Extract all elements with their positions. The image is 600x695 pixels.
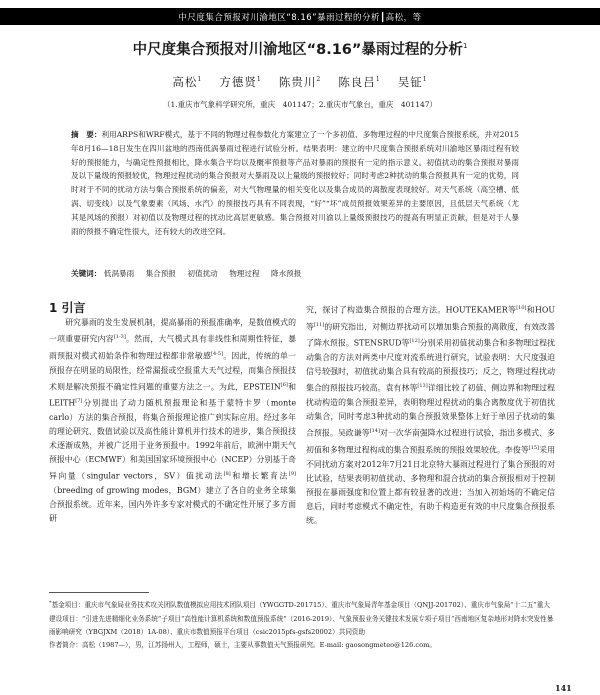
- citation: [11]: [313, 321, 325, 328]
- keywords: [71, 268, 519, 279]
- author: 高松$^1$: [172, 75, 203, 89]
- keywords-label: 关键词：: [71, 269, 102, 278]
- affiliations: （1.重庆市气象科学研究所，重庆 401147；2.重庆市气象台，重庆 401147）: [162, 100, 438, 109]
- title-footnote-mark: 1: [462, 42, 468, 51]
- author-list: [0, 74, 600, 90]
- keyword: 物理过程: [229, 269, 260, 278]
- citation: [8]: [223, 471, 231, 478]
- citation: [15]: [528, 444, 540, 451]
- citation: [14]: [369, 428, 380, 435]
- footnote-funding: *基金项目：重庆市气象局业务技术攻关团队数值模拟应用技术团队项目（YWGGTD-201715）、重庆市气象局青年基金项目（QNJJ-201702）、重庆市气象局“十二五”重大建设项目：“引进先进精细化业务系统”子项目“高性能计算机系统和数值预报系统”（2016-2019）、气象预报业务关键技术发展专项子项目“西南地区复杂地形对降水突发性暴雨影响研究（YBGJXM（2018）1A-08）、重庆市数值预报平台项目（csic2015pfs-gsfs20002）共同资助: [49, 600, 554, 636]
- paper-title: [0, 38, 600, 59]
- author: 方德贤$^1$: [219, 75, 262, 89]
- citation: [7]: [75, 398, 83, 405]
- footnote: [49, 597, 555, 653]
- page-number: 141: [555, 683, 572, 693]
- body-column-right: 究，探讨了构造集合预报的合理方法。HOUTEKAMER等[10]和HOU等[11]的研究指出，对侧边界扰动可以增加集合预报的离散度，有效改善了降水预报。STENSRUD等[12]分别采用初值扰动集合和多物理过程扰动集合的方法对两类中尺度对流系统进行研究，试验表明：大尺度强迫信号较强时，初值扰动集合具有较高的预报技巧；反之，物理过程扰动集合的预报技巧较高。袁有林等[13]详细比较了初值、侧边界和物理过程扰动构造的集合预报差异，表明物理过程扰动的集合离散度优于初值扰动集合，同时考虑3种扰动的集合预报效果整体上好于单因子扰动的集合预报。吴政谦等[14]对一次华南强降水过程进行试验，指出多模式、多初值和多物理过程构成的集合预报系统的预报效果较优。李俊等[15]采用不同扰动方案对2012年7月21日北京特大暴雨过程进行了集合预报的对比试验，结果表明初值扰动、多物理和混合扰动的集合预报相对于控制预报在暴雨强度和位置上都有较显著的改进；当加入初始场的不确定信息后，同时考虑模式不确定性，有助于构造更有效的中尺度集合预报系统。: [306, 305, 555, 526]
- abstract-text: 利用ARPS和WRF模式，基于不同的物理过程参数化方案建立了一个多初值、多物理过程的中尺度集合预报系统，并对2015年8月16—18日发生在四川盆地的西南低涡暴雨过程进行试验分析。结果表明：建立的中尺度集合预报系统对川渝地区暴雨过程有较好的预报能力，与确定性预报相比，降水集合平均以及概率预报等产品对暴雨的预报有一定的指示意义。初值扰动的集合预报对暴雨及以下量级的预报较优，物理过程扰动的集合预报对大暴雨及以上量级的预报较好；同时考虑2种扰动的集合预报具有一定的优势，同时对于不同的扰动方法与集合预报系统的偏差，对大气物理量的相关变化以及集合成员的离散度表现较好。对天气系统（高空槽、低涡、切变线）以及气象要素（风场、水汽）的预报技巧具有不同表现，“好”“坏”成员预报效果差异的主要原因，且低层天气系统（尤其是风场的预报）对初值以及物理过程的扰动比高层更敏感。集合预报对川渝以上量级预报技巧的提高有明显正贡献，但是对于人暴雨的预报不确定性很大，还有较大的改进空间。: [71, 130, 520, 236]
- citation: [9]: [288, 471, 296, 478]
- citation: [4-5]: [211, 350, 224, 357]
- citation: [10]: [516, 305, 527, 311]
- footnote-divider: [49, 592, 149, 593]
- title-text: 中尺度集合预报对川渝地区“8.16”暴雨过程的分析: [132, 42, 463, 58]
- citation: [1-3]: [113, 334, 126, 341]
- body-column-left: 研究暴雨的发生发展机制，提高暴雨的预报准确率，是数值模式的一项重要研究内容[1-3]。然而，大气模式具有非线性和周期性特征，暴雨预报对模式初始条件和物理过程都非常敏感[4-5]。因此，传统的单一预报存在明显的局限性，经常漏报或空报重大天气过程，而集合预报技术则是解决预报不确定性问题的重要方法之一。为此，EPSTEIN[6]和LEITH[7]分别提出了动力随机预报理论和基于蒙特卡罗（monte carlo）方法的集合预报，将集合预报理论推广到实际应用。经过多年的理论研究、数值试验以及高性能计算机并行技术的进步，集合预报技术逐渐成熟，并被广泛用于业务预报中。1992年前后，欧洲中期天气预报中心（ECMWF）和美国国家环境预报中心（NCEP）分别基于奇异向量（singular vectors，SV）值扰动法[8]和增长繁育法[9]（breeding of growing modes，BGM）建立了各自的业务全球集合预报系统。近年来，国内外许多专家对模式的不确定性开展了多方面研: [49, 318, 296, 524]
- author: 吴钲$^1$: [397, 75, 428, 89]
- citation: [6]: [280, 381, 288, 388]
- keyword: 低涡暴雨: [103, 269, 135, 278]
- abstract-label: 摘 要：: [71, 130, 102, 139]
- citation: [12]: [409, 338, 420, 345]
- running-header: [0, 8, 600, 25]
- author: 陈贵川$^2$: [278, 75, 322, 89]
- section-heading-introduction: 1 引言: [49, 301, 86, 315]
- citation: [13]: [417, 383, 428, 390]
- footnote-author-bio: 作者简介：高松（1987—），男，江苏扬州人，工程师，硕士，主要从事数值天气预报研究。E-mail: gaosongmeteo@126.com。: [49, 641, 436, 650]
- keyword: 降水预报: [270, 269, 302, 278]
- author: 陈良吕$^1$: [338, 75, 381, 89]
- abstract: [71, 128, 519, 238]
- keyword: 初值扰动: [187, 269, 218, 278]
- keyword: 集合预报: [145, 269, 176, 278]
- running-header-text: 中尺度集合预报对川渝地区“8.16”暴雨过程的分析┃高松，等: [178, 12, 422, 23]
